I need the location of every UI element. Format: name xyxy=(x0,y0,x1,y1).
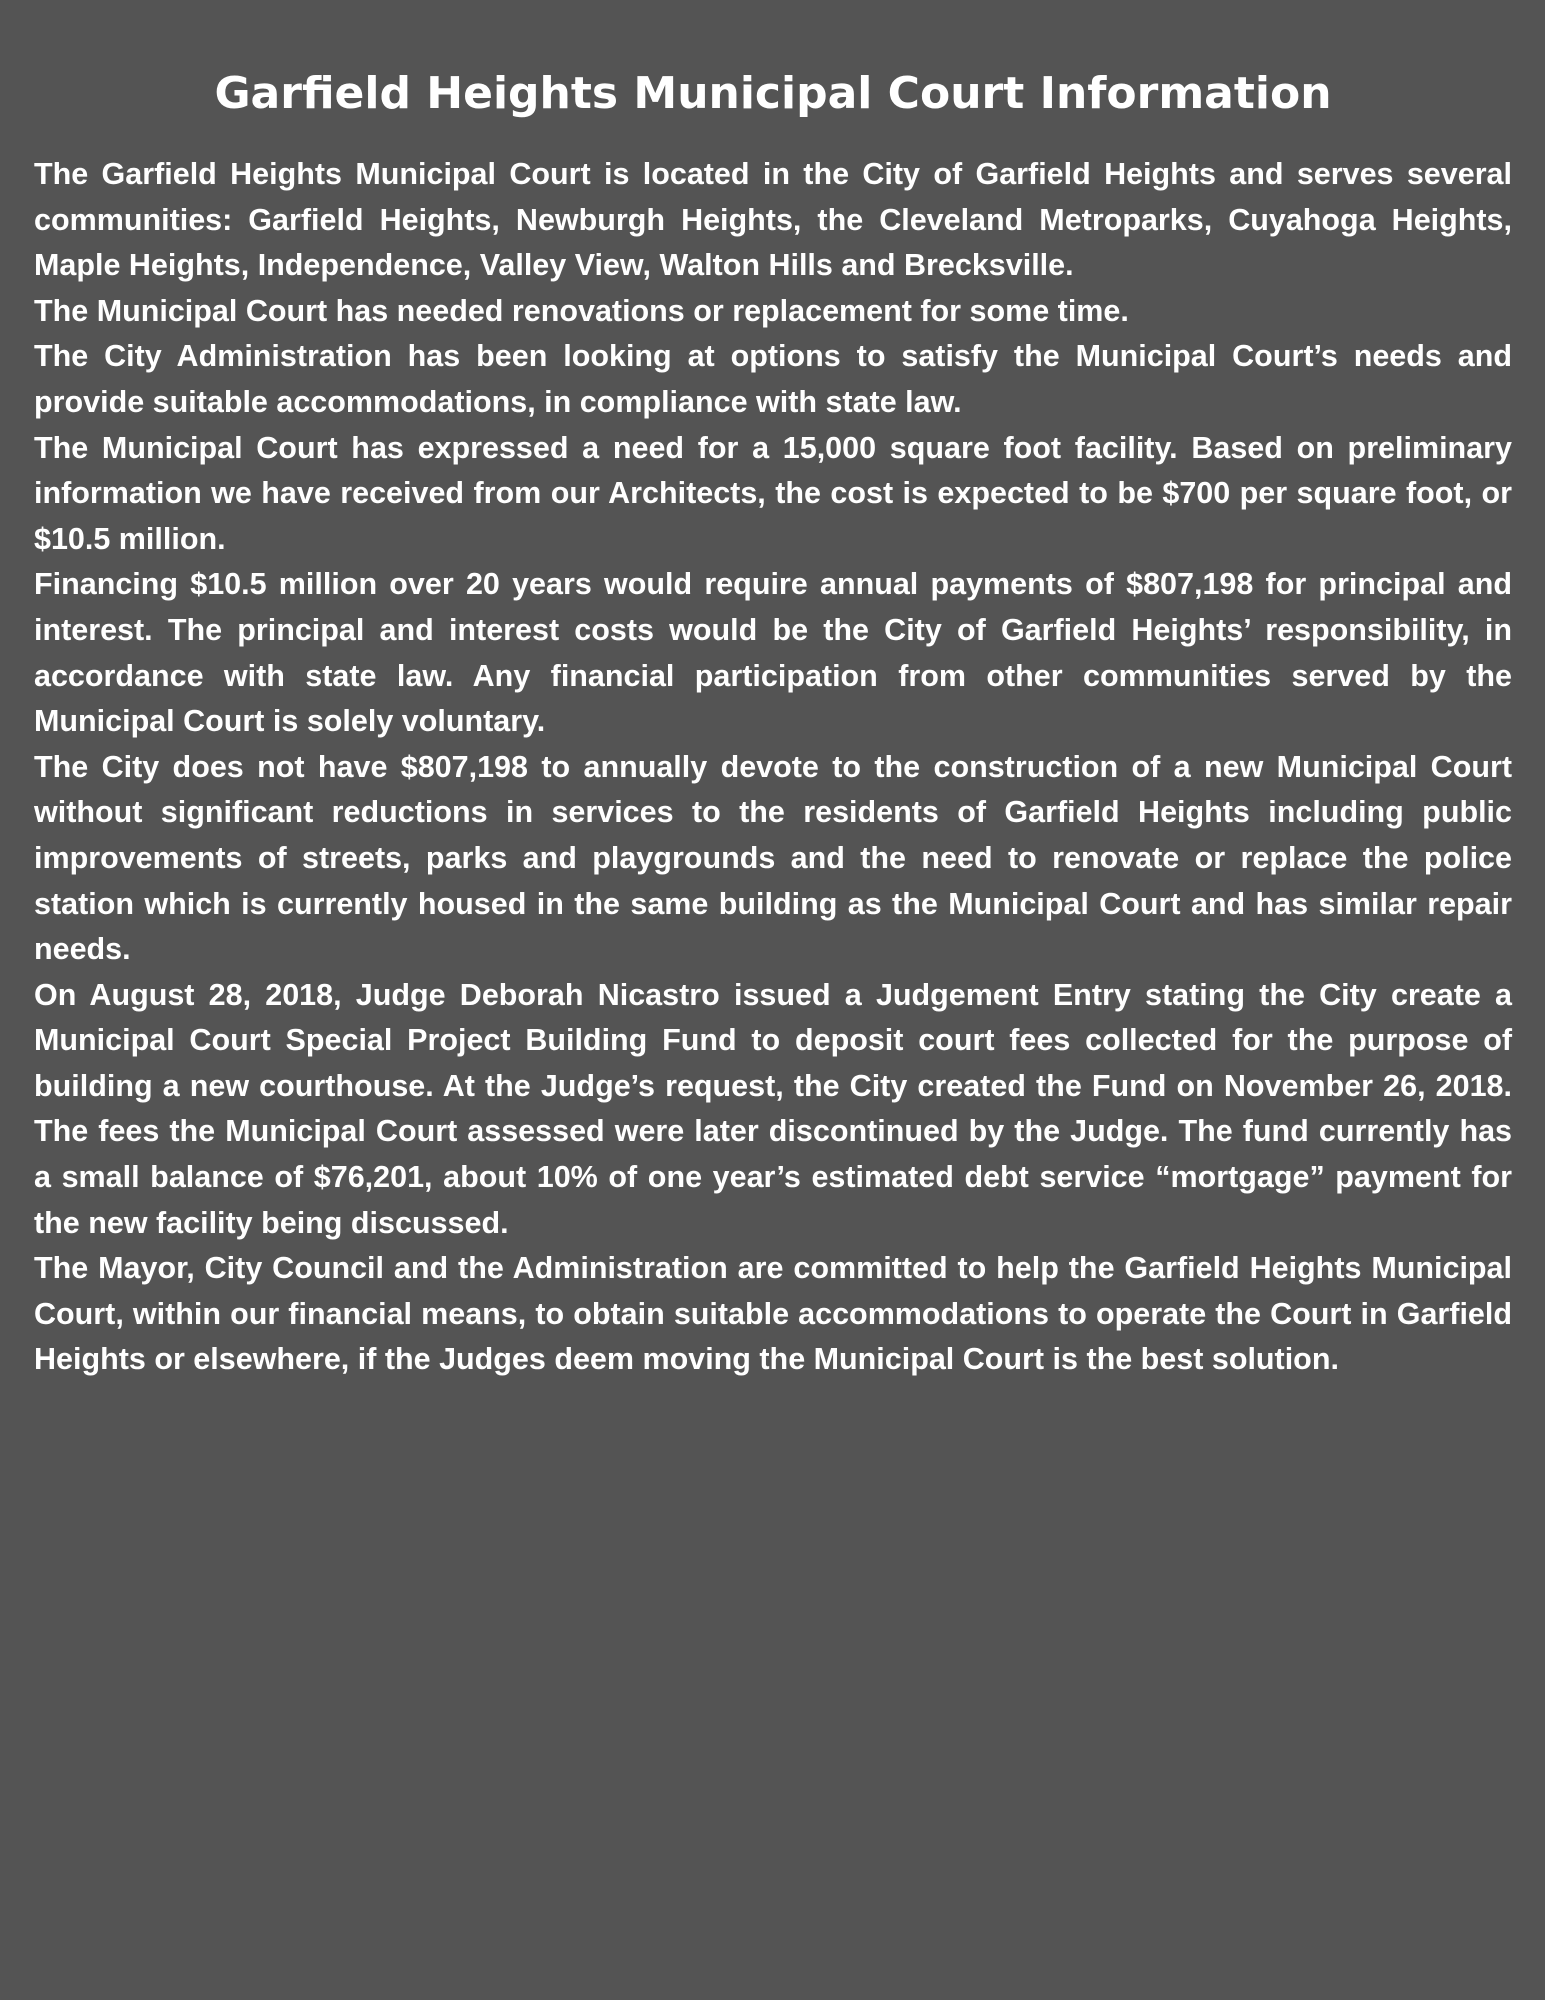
paragraph-facility-cost: The Municipal Court has expressed a need for a 15,000 square foot facility. Based on preliminary information we have received from our Architects, the cost is expected to be $700 per square foot, or $10.5 million. xyxy=(34,430,1512,556)
document-body xyxy=(34,152,1512,1383)
paragraph-financing: Financing $10.5 million over 20 years would require annual payments of $807,198 for principal and interest. The principal and interest costs would be the City of Garfield Heights’ responsibility, in accordance with state law. Any financial participation from other communities served by the Municipal Court is solely voluntary. xyxy=(34,567,1512,739)
paragraph-commitment: The Mayor, City Council and the Administration are committed to help the Garfield Heights Municipal Court, within our financial means, to obtain suitable accommodations to operate the Court in Garfield Heights or elsewhere, if the Judges deem moving the Municipal Court is the best solution. xyxy=(34,1251,1512,1377)
paragraph-budget-constraints: The City does not have $807,198 to annually devote to the construction of a new Municipal Court without significant reductions in services to the residents of Garfield Heights including public improvements of streets, parks and playgrounds and the need to renovate or replace the police station which is currently housed in the same building as the Municipal Court and has similar repair needs. xyxy=(34,749,1512,967)
paragraph-court-location: The Garfield Heights Municipal Court is located in the City of Garfield Heights and serves several communities: Garfield Heights, Newburgh Heights, the Cleveland Metroparks, Cuyahoga Heights, Maple Heights, Independence, Valley View, Walton Hills and Brecksville. xyxy=(34,157,1512,283)
page-title: Garfield Heights Municipal Court Information xyxy=(214,68,1332,119)
paragraph-administration-options: The City Administration has been looking at options to satisfy the Municipal Court’s needs and provide suitable accommodations, in compliance with state law. xyxy=(34,339,1512,419)
paragraph-renovation-need: The Municipal Court has needed renovations or replacement for some time. xyxy=(34,293,1129,328)
paragraph-building-fund: On August 28, 2018, Judge Deborah Nicastro issued a Judgement Entry stating the City create a Municipal Court Special Project Building Fund to deposit court fees collected for the purpose of building a new courthouse. At the Judge’s request, the City created the Fund on November 26, 2018. The fees the Municipal Court assessed were later discontinued by the Judge. The fund currently has a small balance of $76,201, about 10% of one year’s estimated debt service “mortgage” payment for the new facility being discussed. xyxy=(34,977,1512,1240)
